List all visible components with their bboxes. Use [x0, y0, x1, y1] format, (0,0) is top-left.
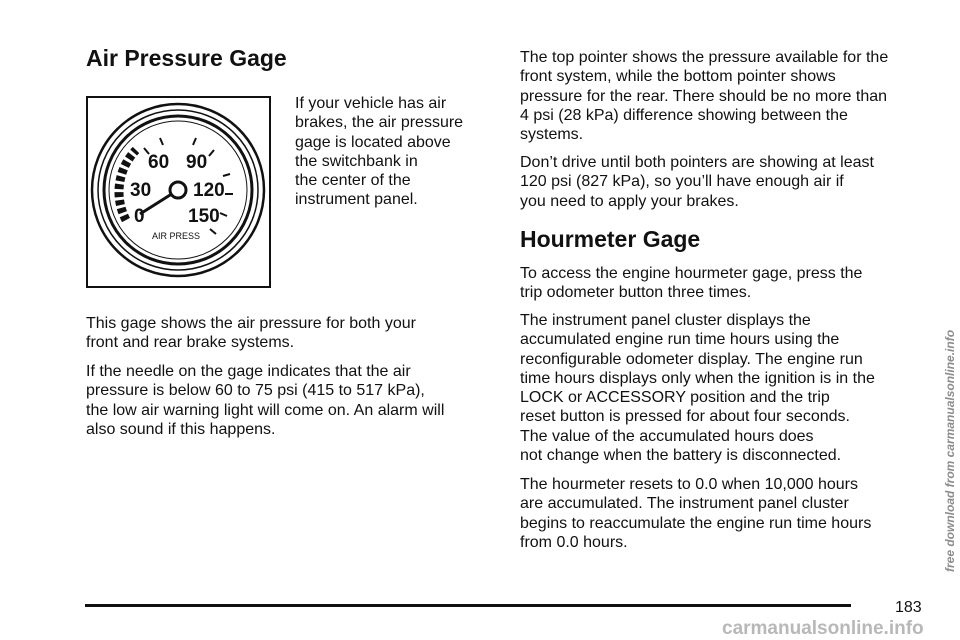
air-gage-intro-text: If your vehicle has air brakes, the air pressure gage is located above the switchbank in the center of the instrument panel.	[295, 95, 464, 209]
gauge-scale-0: 0	[134, 206, 145, 227]
air-gage-paragraph-1: This gage shows the air pressure for both your front and rear brake systems.	[86, 315, 416, 352]
hourmeter-paragraph-2: The instrument panel cluster displays the accumulated engine run time hours using the reconfigurable odometer display. The engine run time hours displays only when the ignition is in the LOCK or ACCESSORY position and the trip reset button is pressed for about four seconds. The value of the accumulated hours does not change when the battery is disconnected.	[520, 312, 875, 465]
gauge-scale-60: 60	[148, 152, 170, 173]
gauge-scale-120: 120	[193, 180, 225, 201]
air-gage-paragraph-3: The top pointer shows the pressure available for the front system, while the bottom pointer shows pressure for the rear. There should be no more than 4 psi (28 kPa) difference showing between the systems.	[520, 49, 889, 144]
air-gage-paragraph-2: If the needle on the gage indicates that the air pressure is below 60 to 75 psi (415 to 517 kPa), the low air warning light will come on. An alarm will also sound if this happens.	[86, 363, 445, 438]
footer-rule	[85, 604, 851, 607]
gauge-scale-90: 90	[186, 152, 208, 173]
page-number: 183	[895, 599, 922, 616]
air-pressure-gage-heading: Air Pressure Gage	[86, 45, 287, 71]
bottom-watermark: carmanualsonline.info	[722, 618, 924, 639]
hourmeter-paragraph-3: The hourmeter resets to 0.0 when 10,000 hours are accumulated. The instrument panel cluster begins to reaccumulate the engine run time hours from 0.0 hours.	[520, 476, 872, 551]
gauge-drawing	[88, 98, 269, 286]
hourmeter-gage-heading: Hourmeter Gage	[520, 226, 701, 252]
side-watermark: free download from carmanualsonline.info	[943, 329, 957, 572]
air-pressure-gauge-illustration	[86, 96, 271, 288]
gauge-scale-150: 150	[188, 206, 220, 227]
gauge-label: AIR PRESS	[152, 231, 201, 241]
gauge-scale-30: 30	[130, 180, 152, 201]
hourmeter-paragraph-1: To access the engine hourmeter gage, press the trip odometer button three times.	[520, 265, 863, 302]
air-gage-paragraph-4: Don’t drive until both pointers are showing at least 120 psi (827 kPa), so you’ll have enough air if you need to apply your brakes.	[520, 154, 874, 210]
